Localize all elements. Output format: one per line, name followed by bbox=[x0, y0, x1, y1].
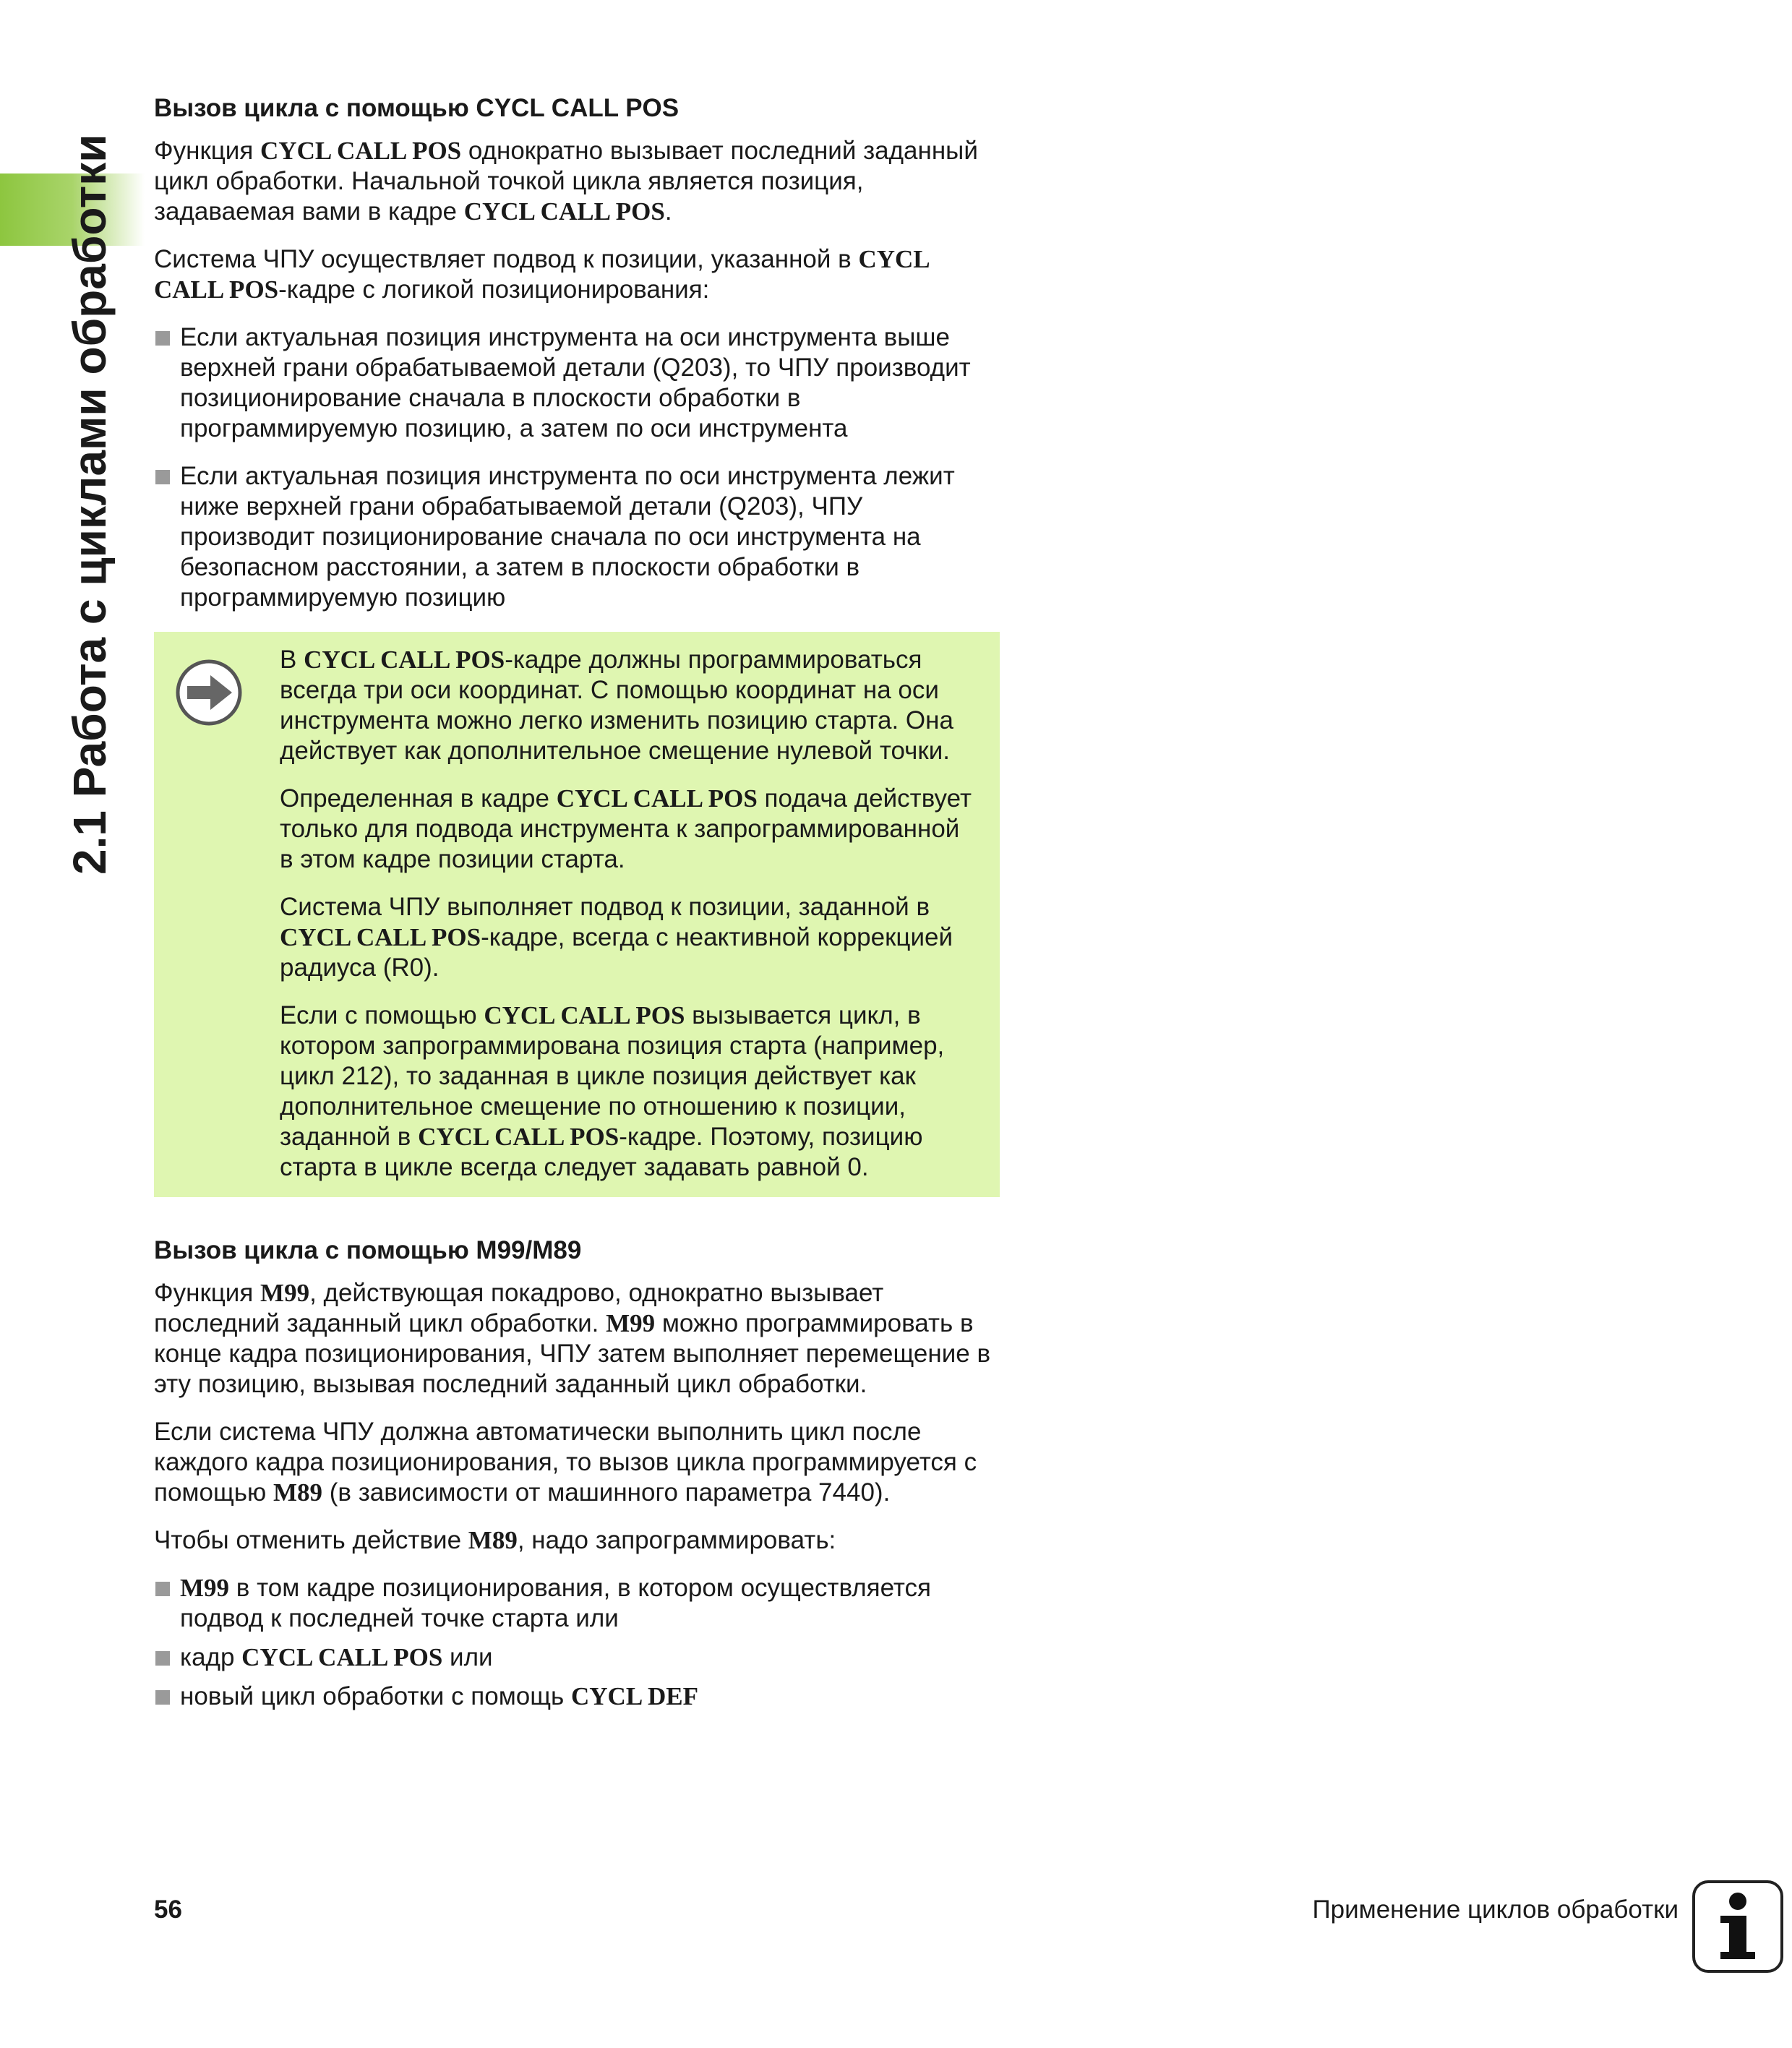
note-paragraph: Если с помощью CYCL CALL POS вызывается цикл, в котором запрограммирована позиция старта (например, цикл 212), то заданная в цикле позиция действует как дополнительное смещение по отношению к позиции, заданной в CYCL CALL POS-кадре. Поэтому, позицию старта в цикле всегда следует задавать равной 0. bbox=[280, 1001, 945, 1181]
footer-title: Применение циклов обработки bbox=[1312, 1895, 1679, 1924]
note-box bbox=[154, 632, 1000, 1197]
note-paragraph: Система ЧПУ выполняет подвод к позиции, заданной в CYCL CALL POS-кадре, всегда с неактивной коррекцией радиуса (R0). bbox=[280, 893, 953, 982]
paragraph: Функция CYCL CALL POS однократно вызывает последний заданный цикл обработки. Начальной точкой цикла является позиция, задаваемая вами в кадре CYCL CALL POS. bbox=[154, 137, 978, 226]
list-item: новый цикл обработки с помощь CYCL DEF bbox=[154, 1681, 1000, 1712]
page-number: 56 bbox=[154, 1895, 182, 1924]
list-item: Если актуальная позиция инструмента по оси инструмента лежит ниже верхней грани обрабатываемой детали (Q203), ЧПУ производит позиционирование сначала по оси инструмента на безопасном расстоянии, а затем в плоскости обработки в программируемую позицию bbox=[154, 461, 1000, 613]
bullet-list bbox=[154, 1573, 1000, 1712]
section-heading-m99-m89: Вызов цикла с помощью M99/M89 bbox=[154, 1236, 582, 1264]
list-item: M99 в том кадре позиционирования, в котором осуществляется подвод к последней точке старта или bbox=[154, 1573, 1000, 1634]
paragraph: Чтобы отменить действие M89, надо запрограммировать: bbox=[154, 1526, 836, 1554]
bullet-list bbox=[154, 322, 1000, 613]
note-paragraph: Определенная в кадре CYCL CALL POS подача действует только для подвода инструмента к запрограммированной в этом кадре позиции старта. bbox=[280, 784, 972, 873]
arrow-right-circle-icon bbox=[174, 658, 244, 727]
paragraph: Если система ЧПУ должна автоматически выполнить цикл после каждого кадра позиционирования, то вызов цикла программируется с помощью M89 (в зависимости от машинного параметра 7440). bbox=[154, 1418, 977, 1507]
chapter-side-title: 2.1 Работа с циклами обработки bbox=[64, 134, 116, 875]
info-icon bbox=[1692, 1880, 1784, 1974]
note-paragraph: В CYCL CALL POS-кадре должны программироваться всегда три оси координат. С помощью координат на оси инструмента можно легко изменить позицию старта. Она действует как дополнительное смещение нулевой точки. bbox=[280, 646, 953, 765]
section-heading-cycl-call-pos: Вызов цикла с помощью CYCL CALL POS bbox=[154, 94, 679, 122]
page-content bbox=[154, 93, 1000, 1731]
paragraph: Функция M99, действующая покадрово, однократно вызывает последний заданный цикл обработки. M99 можно программировать в конце кадра позиционирования, ЧПУ затем выполняет перемещение в эту позицию, вызывая последний заданный цикл обработки. bbox=[154, 1279, 991, 1398]
section-m99-m89 bbox=[154, 1235, 1000, 1712]
list-item: кадр CYCL CALL POS или bbox=[154, 1642, 1000, 1673]
paragraph: Система ЧПУ осуществляет подвод к позиции, указанной в CYCL CALL POS-кадре с логикой позиционирования: bbox=[154, 245, 929, 304]
list-item: Если актуальная позиция инструмента на оси инструмента выше верхней грани обрабатываемой детали (Q203), то ЧПУ производит позиционирование сначала в плоскости обработки в программируемую позицию, а затем по оси инструмента bbox=[154, 322, 1000, 444]
